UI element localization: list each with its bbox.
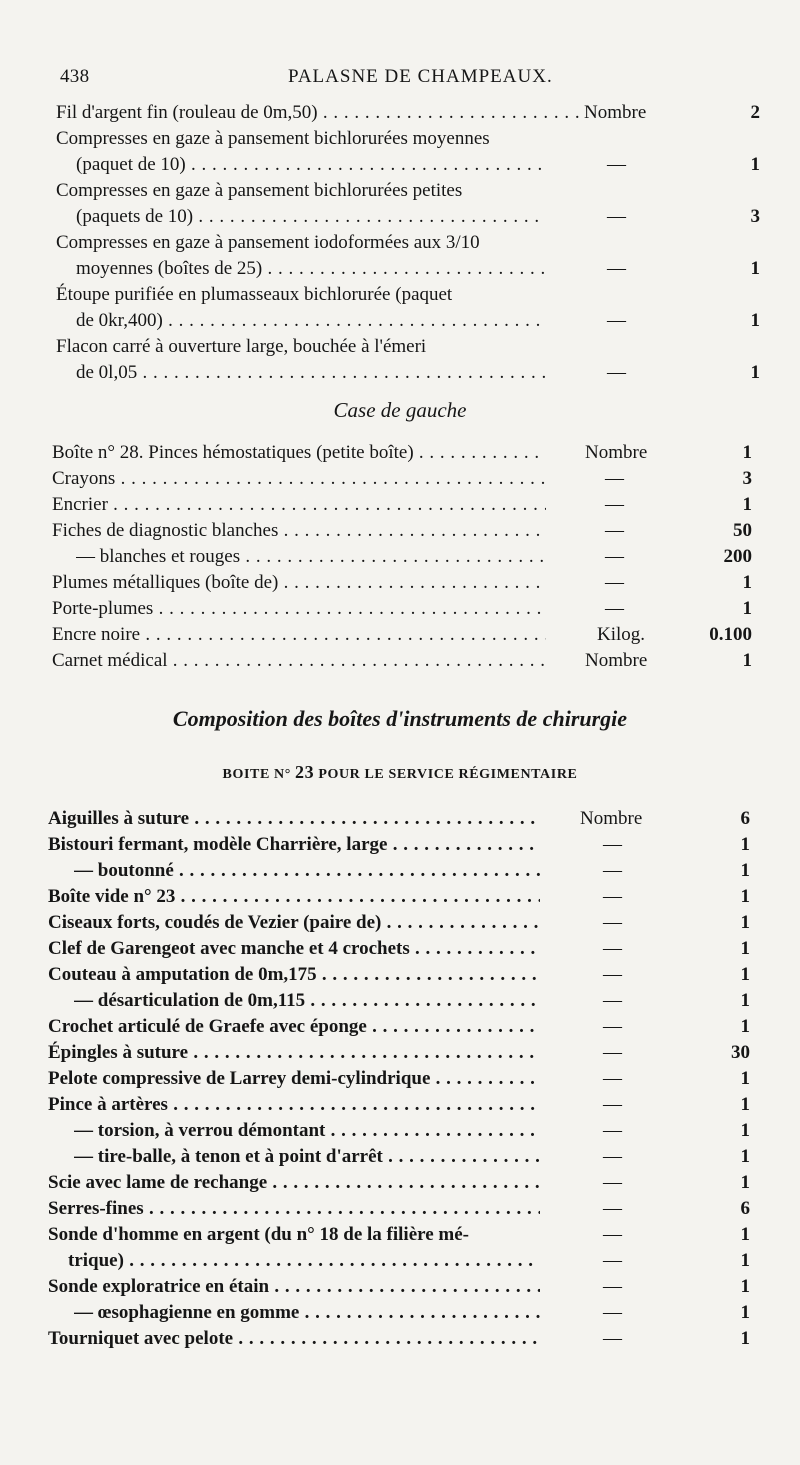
item-quantity: 1	[750, 310, 760, 331]
item-description: Étoupe purifiée en plumasseaux bichlorurée (paquet	[56, 284, 453, 305]
list-item	[0, 1274, 800, 1300]
subsection-suffix: POUR LE SERVICE RÉGIMENTAIRE	[318, 767, 578, 782]
item-unit: —	[603, 860, 622, 881]
item-description: — blanches et rouges . . .	[76, 544, 546, 570]
item-description: — torsion, à verrou démontant . . .	[74, 1118, 540, 1144]
item-unit: —	[603, 990, 622, 1011]
item-unit: —	[603, 1172, 622, 1193]
item-description: Carnet médical . . .	[52, 648, 546, 674]
item-description: Scie avec lame de rechange . . .	[48, 1170, 540, 1196]
item-quantity: 1	[740, 1094, 750, 1115]
item-quantity: 1	[740, 1146, 750, 1167]
list-item-line	[0, 334, 800, 360]
item-description: Bistouri fermant, modèle Charrière, large . . .	[48, 832, 540, 858]
list-item-line	[0, 204, 800, 230]
subsection-number: 23	[295, 762, 315, 782]
list-item	[0, 884, 800, 910]
list-item	[0, 1014, 800, 1040]
list-item	[0, 1170, 800, 1196]
item-unit: —	[603, 1068, 622, 1089]
item-quantity: 1	[740, 938, 750, 959]
item-quantity: 1	[740, 1016, 750, 1037]
item-unit: Kilog.	[597, 624, 646, 645]
item-description: Sonde d'homme en argent (du n° 18 de la filière mé-	[48, 1224, 470, 1245]
list-item	[0, 544, 800, 570]
list-item	[0, 518, 800, 544]
item-quantity: 1	[742, 598, 752, 619]
list-item-line	[0, 308, 800, 334]
item-description: Clef de Garengeot avec manche et 4 crochets . . .	[48, 936, 540, 962]
item-quantity: 6	[740, 808, 750, 829]
item-description: Flacon carré à ouverture large, bouchée à l'émeri	[56, 336, 427, 357]
item-description: Compresses en gaze à pansement bichlorurées petites	[56, 180, 463, 201]
item-description: trique) . . .	[68, 1248, 538, 1274]
item-unit: —	[603, 1328, 622, 1349]
list-item-line	[0, 282, 800, 308]
item-unit: —	[603, 1198, 622, 1219]
list-item	[0, 1040, 800, 1066]
list-item	[0, 1326, 800, 1352]
item-description: Pince à artères . . .	[48, 1092, 540, 1118]
list-item	[0, 1222, 800, 1248]
item-quantity: 1	[740, 912, 750, 933]
subsection-prefix: BOITE N°	[222, 767, 291, 782]
item-description: Ciseaux forts, coudés de Vezier (paire de) . . .	[48, 910, 540, 936]
list-item	[0, 910, 800, 936]
item-unit: —	[603, 1224, 622, 1245]
list-item-line	[0, 360, 800, 386]
item-unit: —	[607, 206, 626, 227]
item-quantity: 1	[740, 860, 750, 881]
item-quantity: 1	[742, 494, 752, 515]
item-unit: —	[605, 572, 624, 593]
list-item	[0, 858, 800, 884]
list-item-line	[0, 100, 800, 126]
item-unit: —	[607, 310, 626, 331]
instruments-list	[0, 806, 800, 1352]
item-unit: —	[607, 258, 626, 279]
list-item	[0, 1118, 800, 1144]
list-item	[0, 1092, 800, 1118]
item-description: de 0kr,400) . . .	[76, 308, 546, 334]
item-description: Sonde exploratrice en étain . . .	[48, 1274, 540, 1300]
item-description: Boîte vide n° 23 . . .	[48, 884, 540, 910]
item-description: Compresses en gaze à pansement bichlorurées moyennes	[56, 128, 490, 149]
item-unit: —	[605, 468, 624, 489]
item-unit: —	[603, 1276, 622, 1297]
item-quantity: 3	[742, 468, 752, 489]
list-item	[0, 806, 800, 832]
item-description: de 0l,05 . . .	[76, 360, 546, 386]
item-description: Porte-plumes . . .	[52, 596, 546, 622]
item-description: (paquets de 10) . . .	[76, 204, 546, 230]
item-unit: Nombre	[580, 808, 643, 829]
item-quantity: 1	[742, 650, 752, 671]
item-unit: —	[605, 546, 624, 567]
item-unit: —	[603, 912, 622, 933]
item-quantity: 1	[740, 1172, 750, 1193]
item-unit: —	[603, 1146, 622, 1167]
item-description: Encre noire . . .	[52, 622, 546, 648]
item-description: Aiguilles à suture . . .	[48, 806, 540, 832]
item-unit: —	[603, 1042, 622, 1063]
list-item	[0, 962, 800, 988]
item-unit: Nombre	[585, 650, 648, 671]
list-item-line	[0, 230, 800, 256]
item-quantity: 1	[740, 1224, 750, 1245]
list-item-line	[0, 126, 800, 152]
running-title: PALASNE DE CHAMPEAUX.	[288, 66, 553, 87]
item-quantity: 1	[740, 886, 750, 907]
item-quantity: 1	[742, 572, 752, 593]
item-unit: Nombre	[584, 102, 647, 123]
item-description: Plumes métalliques (boîte de) . . .	[52, 570, 546, 596]
item-description: — désarticulation de 0m,115 . . .	[74, 988, 540, 1014]
item-description: — tire-balle, à tenon et à point d'arrêt . . .	[74, 1144, 540, 1170]
item-description: (paquet de 10) . . .	[76, 152, 546, 178]
subsection-heading	[0, 762, 800, 783]
list-item	[0, 596, 800, 622]
item-quantity: 0.100	[709, 624, 752, 645]
item-quantity: 1	[750, 154, 760, 175]
item-unit: —	[603, 834, 622, 855]
item-unit: —	[607, 362, 626, 383]
list-item	[0, 1248, 800, 1274]
section-title-case-de-gauche: Case de gauche	[333, 398, 467, 422]
item-quantity: 1	[740, 990, 750, 1011]
list-item	[0, 570, 800, 596]
list-item-line	[0, 178, 800, 204]
item-quantity: 1	[740, 1276, 750, 1297]
item-description: Crochet articulé de Graefe avec éponge . . .	[48, 1014, 540, 1040]
item-quantity: 1	[740, 1250, 750, 1271]
supplies-list-top	[0, 100, 800, 386]
list-item	[0, 466, 800, 492]
item-quantity: 1	[740, 1328, 750, 1349]
item-quantity: 200	[723, 546, 752, 567]
list-item-line	[0, 152, 800, 178]
item-description: Crayons . . .	[52, 466, 546, 492]
item-quantity: 1	[740, 834, 750, 855]
item-unit: —	[607, 154, 626, 175]
list-item	[0, 832, 800, 858]
item-unit: —	[603, 964, 622, 985]
item-description: Tourniquet avec pelote . . .	[48, 1326, 540, 1352]
list-item	[0, 1066, 800, 1092]
page-number: 438	[60, 66, 90, 87]
item-description: Boîte n° 28. Pinces hémostatiques (petite boîte) . . .	[52, 440, 546, 466]
list-item	[0, 648, 800, 674]
item-quantity: 2	[750, 102, 760, 123]
item-unit: —	[603, 938, 622, 959]
item-description: Pelote compressive de Larrey demi-cylindrique . . .	[48, 1066, 540, 1092]
item-description: Fiches de diagnostic blanches . . .	[52, 518, 546, 544]
item-unit: —	[603, 1094, 622, 1115]
item-unit: —	[603, 1302, 622, 1323]
item-quantity: 50	[733, 520, 752, 541]
item-description: Couteau à amputation de 0m,175 . . .	[48, 962, 540, 988]
list-item	[0, 622, 800, 648]
section-title-instruments: Composition des boîtes d'instruments de chirurgie	[172, 706, 628, 731]
item-description: moyennes (boîtes de 25) . . .	[76, 256, 546, 282]
item-description: Fil d'argent fin (rouleau de 0m,50) . . .	[56, 100, 580, 126]
item-quantity: 30	[731, 1042, 750, 1063]
item-description: — boutonné . . .	[74, 858, 540, 884]
item-quantity: 3	[750, 206, 760, 227]
list-item	[0, 492, 800, 518]
item-quantity: 1	[740, 1068, 750, 1089]
running-header	[60, 60, 760, 92]
item-unit: —	[603, 886, 622, 907]
item-quantity: 1	[742, 442, 752, 463]
list-item-line	[0, 256, 800, 282]
item-unit: Nombre	[585, 442, 648, 463]
item-unit: —	[605, 520, 624, 541]
item-quantity: 1	[740, 1120, 750, 1141]
list-item	[0, 1300, 800, 1326]
list-item	[0, 1196, 800, 1222]
item-description: Compresses en gaze à pansement iodoformées aux 3/10	[56, 232, 480, 253]
supplies-list-case-de-gauche	[0, 440, 800, 674]
list-item	[0, 1144, 800, 1170]
item-quantity: 1	[740, 1302, 750, 1323]
list-item	[0, 936, 800, 962]
item-unit: —	[605, 598, 624, 619]
list-item	[0, 440, 800, 466]
item-quantity: 1	[750, 258, 760, 279]
item-description: — œsophagienne en gomme . . .	[74, 1300, 540, 1326]
item-quantity: 1	[750, 362, 760, 383]
item-unit: —	[605, 494, 624, 515]
list-item	[0, 988, 800, 1014]
item-unit: —	[603, 1250, 622, 1271]
item-unit: —	[603, 1016, 622, 1037]
item-description: Encrier . . .	[52, 492, 546, 518]
item-quantity: 1	[740, 964, 750, 985]
item-description: Serres-fines . . .	[48, 1196, 540, 1222]
item-unit: —	[603, 1120, 622, 1141]
item-quantity: 6	[740, 1198, 750, 1219]
item-description: Épingles à suture . . .	[48, 1040, 540, 1066]
